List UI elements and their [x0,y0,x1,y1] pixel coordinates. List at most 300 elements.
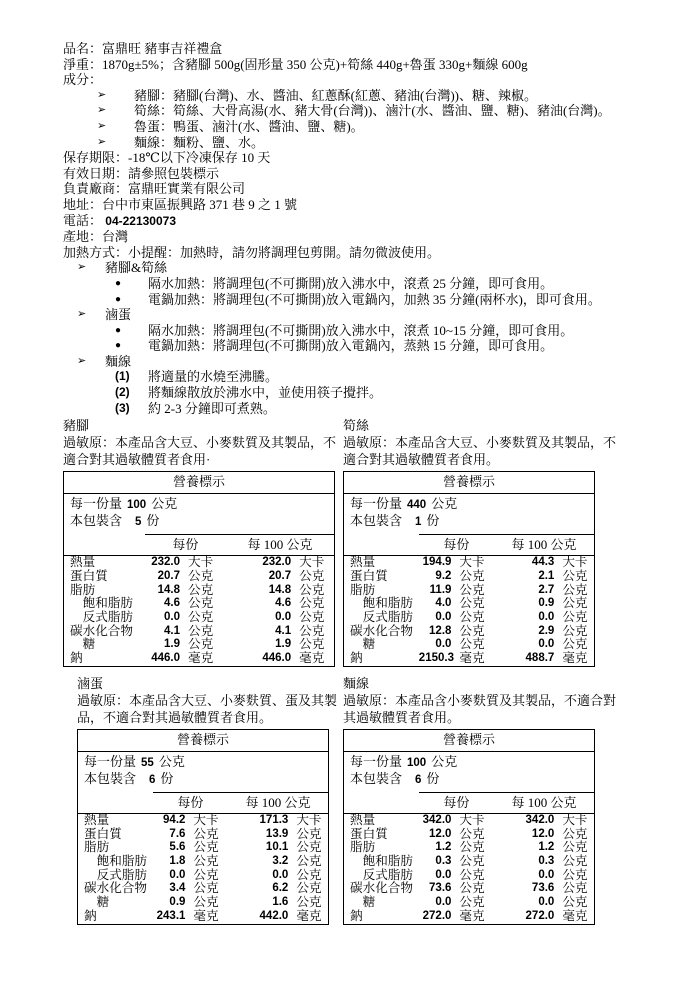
per-100g-unit: 公克 [299,582,325,597]
arrow-bullet-icon: ➢ [77,308,87,321]
heating-instruction-item [63,338,640,354]
expiry-date-value: 請參照包裝標示 [128,165,220,181]
nutrient-name: 反式脂肪 [350,610,413,625]
per-serving-unit: 公克 [193,840,219,855]
per-100g-unit: 大卡 [562,812,588,827]
expiry-date-line [63,166,640,182]
per-serving-value: 4.0 [435,597,452,610]
per-100g-unit: 公克 [299,596,325,611]
per-serving-unit: 公克 [188,582,214,597]
per-serving-value: 12.8 [429,624,452,637]
nutrition-row [78,882,329,896]
heating-group-name: 滷蛋 [105,307,132,323]
expiry-date-label: 有效日期： [63,165,129,181]
nutrient-name: 熱量 [350,555,376,570]
heating-group-braised-egg [63,307,640,354]
nutrient-name: 脂肪 [84,840,110,855]
ingredients-heading [63,72,640,88]
per-100g-value: 44.3 [531,556,555,569]
per-serving-unit: 公克 [193,853,219,868]
arrow-bullet-icon: ➢ [77,261,87,274]
per-100g-unit: 毫克 [299,651,325,666]
nutrition-table [343,729,595,925]
manufacturer-line [63,181,640,197]
per-100g-value: 488.7 [525,652,555,665]
per-serving-value: 0.9 [169,896,186,909]
per-serving-value: 0.0 [435,638,452,651]
per-100g-value: 0.9 [538,597,555,610]
per-serving-unit: 毫克 [188,651,214,666]
nutrition-row [78,896,329,910]
per-serving-unit: 公克 [459,881,485,896]
nutrition-block-bamboo-shoots [343,418,620,667]
per-serving-value: 272.0 [422,909,452,922]
nutrient-name: 碳水化合物 [84,881,147,896]
per-serving-unit: 公克 [459,867,485,882]
origin-line [63,229,640,245]
serving-count-row [350,513,588,530]
heating-instruction-text: 電鍋加熱：將調理包(不可撕開)放入電鍋內，蒸熱 15 分鐘，即可食用。 [148,338,554,354]
ingredient-item [63,119,640,135]
nutrition-row [64,652,335,666]
ingredient-text: 筍絲：筍絲、大骨高湯(水、豬大骨(台灣))、滷汁(水、醬油、鹽、糖)、豬油(台灣)。 [134,103,611,119]
per-serving-value: 3.4 [169,882,186,895]
nutrient-name: 鈉 [84,908,97,923]
heating-group-pork-bamboo [63,260,640,307]
serving-count-label: 本包裝含 [84,770,137,786]
per-serving-value: 0.0 [435,896,452,909]
phone-line [63,213,640,230]
per-100g-value: 0.0 [272,868,289,881]
nutrition-row [64,556,335,570]
per-100g-value: 1.6 [272,896,289,909]
per-100g-value: 0.0 [538,638,555,651]
serving-size-row [70,496,328,513]
per-serving-value: 73.6 [429,882,452,895]
per-serving-unit: 公克 [188,637,214,652]
per-100g-value: 0.0 [538,868,555,881]
serving-size-unit: 公克 [151,496,178,512]
per-serving-value: 5.6 [169,841,186,854]
allergen-note: 過敏原：本產品含大豆、小麥麩質及其製品，不適合對其過敏體質者食用。 [343,435,617,468]
per-100g-unit: 公克 [296,826,322,841]
shelf-life-line [63,150,640,166]
column-header-per-100g: 每 100 公克 [226,535,334,556]
nutrition-table [63,471,335,667]
block-title: 筍絲 [343,418,370,434]
nutrition-row [344,910,595,924]
per-100g-unit: 公克 [562,840,588,855]
serving-count-row [350,771,588,788]
per-100g-value: 1.9 [275,638,292,651]
per-100g-value: 0.0 [275,611,292,624]
serving-count-label: 本包裝含 [70,513,123,529]
ingredient-item [63,135,640,151]
nutrition-block-thin-noodles [343,676,620,925]
per-100g-unit: 公克 [562,582,588,597]
nutrient-name: 鈉 [350,908,363,923]
net-weight-line [63,57,640,73]
serving-size-value: 100 [407,756,427,769]
serving-size-row [350,496,588,513]
per-serving-unit: 公克 [459,568,485,583]
column-header-per-100g: 每 100 公克 [494,535,594,556]
per-100g-value: 4.6 [275,597,292,610]
dot-bullet-icon: ● [115,340,122,352]
per-100g-unit: 公克 [562,637,588,652]
serving-count-unit: 份 [160,770,174,786]
cooking-step-text: 將麵線散放於沸水中，並使用筷子攪拌。 [148,385,383,401]
per-100g-value: 1.2 [538,841,555,854]
product-name-line [63,41,640,57]
per-100g-value: 10.1 [265,841,289,854]
nutrient-name: 熱量 [350,812,376,827]
nutrition-row [78,841,329,855]
nutrient-name: 糖 [350,637,376,652]
per-serving-value: 342.0 [422,813,452,826]
column-header-per-serving: 每份 [419,792,494,813]
ingredients-list [63,88,640,150]
allergen-note: 過敏原：本產品含大豆、小麥麩質、蛋及其製品，不適合對其過敏體質者食用。 [77,692,338,725]
per-100g-value: 73.6 [531,882,555,895]
nutrition-row [64,570,335,584]
heating-method-label: 加熱方式： [63,244,129,260]
serving-count-row [70,513,328,530]
serving-count-label: 本包裝含 [350,770,403,786]
per-serving-unit: 公克 [459,637,485,652]
per-serving-unit: 毫克 [459,908,485,923]
nutrition-row [78,855,329,869]
per-serving-value: 1.8 [169,854,186,867]
per-serving-unit: 公克 [459,610,485,625]
per-serving-unit: 公克 [188,596,214,611]
serving-size-label: 每一份量 [70,496,123,512]
per-100g-value: 3.2 [272,854,289,867]
per-serving-value: 94.2 [163,813,186,826]
column-header-spacer [64,535,145,556]
nutrient-name: 熱量 [70,555,96,570]
heating-group-name: 麵線 [105,353,132,369]
nutrient-name: 碳水化合物 [350,623,413,638]
per-serving-unit: 公克 [459,895,485,910]
nutrition-row [78,828,329,842]
nutrition-table [77,729,329,925]
per-100g-value: 0.3 [538,854,555,867]
per-100g-value: 12.0 [531,827,555,840]
per-serving-value: 0.0 [164,611,181,624]
per-100g-unit: 公克 [562,568,588,583]
nutrition-table-title: 營養標示 [344,472,595,494]
per-serving-unit: 大卡 [459,555,485,570]
serving-size-unit: 公克 [431,753,458,769]
per-100g-unit: 公克 [296,840,322,855]
per-100g-value: 232.0 [262,556,292,569]
per-serving-unit: 公克 [459,623,485,638]
per-100g-unit: 毫克 [562,908,588,923]
nutrition-section [63,418,640,924]
nutrition-row [344,841,595,855]
per-100g-unit: 公克 [562,596,588,611]
nutrient-name: 飽和脂肪 [350,596,413,611]
nutrient-name: 反式脂肪 [84,867,147,882]
serving-count-value: 1 [415,516,422,529]
per-100g-unit: 公克 [562,881,588,896]
column-header-spacer [344,535,419,556]
per-serving-value: 9.2 [435,569,452,582]
nutrient-name: 熱量 [84,812,110,827]
per-100g-value: 13.9 [265,827,289,840]
address-label: 地址： [63,196,103,212]
nutrition-row [64,611,335,625]
per-serving-unit: 公克 [459,826,485,841]
nutrient-name: 飽和脂肪 [350,853,413,868]
address-value: 台中市東區振興路 371 巷 9 之 1 號 [102,196,298,212]
serving-count-value: 5 [135,516,142,529]
nutrition-block-pork-knuckle [63,418,340,667]
per-serving-value: 14.8 [157,583,181,596]
cooking-step-text: 將適量的水燒至沸騰。 [148,369,279,385]
nutrient-name: 蛋白質 [350,826,388,841]
heating-method-note: 小提醒：加熱時，請勿將調理包剪開。請勿微波使用。 [128,244,441,260]
nutrient-name: 反式脂肪 [350,867,413,882]
heating-instruction-item [63,276,640,292]
net-weight-value: 1870g±5%；含豬腳 500g(固形量 350 公克)+筍絲 440g+魯蛋 330g+麵線 600g [102,56,528,72]
per-100g-value: 171.3 [259,813,289,826]
serving-info [64,494,335,535]
cooking-step-text: 約 2-3 分鐘即可煮熟。 [148,400,276,416]
ingredient-item [63,88,640,104]
manufacturer-label: 負責廠商： [63,181,129,197]
arrow-bullet-icon: ➢ [97,104,107,117]
nutrition-row [344,813,595,827]
serving-count-value: 6 [149,773,156,786]
per-100g-unit: 公克 [296,853,322,868]
per-serving-unit: 公克 [459,582,485,597]
serving-info [78,751,329,792]
heating-instruction-item [63,292,640,308]
per-100g-value: 0.0 [538,611,555,624]
nutrient-name: 糖 [350,895,376,910]
address-line [63,197,640,213]
per-100g-unit: 大卡 [299,555,325,570]
per-serving-value: 7.6 [169,827,186,840]
serving-count-row [84,771,322,788]
column-header-spacer [344,792,419,813]
nutrient-name: 脂肪 [350,582,376,597]
nutrient-name: 脂肪 [70,582,96,597]
column-header-per-serving: 每份 [419,535,494,556]
nutrition-table-title: 營養標示 [344,729,595,751]
per-100g-unit: 公克 [296,881,322,896]
nutrient-name: 蛋白質 [84,826,122,841]
arrow-bullet-icon: ➢ [97,88,107,101]
per-100g-value: 2.9 [538,624,555,637]
per-100g-value: 2.7 [538,583,555,596]
per-serving-value: 12.0 [429,827,452,840]
nutrient-name: 蛋白質 [70,568,108,583]
serving-info [344,751,595,792]
per-serving-value: 4.1 [164,624,181,637]
heating-group-title [63,260,640,276]
dot-bullet-icon: ● [115,293,122,305]
nutrient-name: 糖 [84,895,110,910]
per-100g-unit: 公克 [562,867,588,882]
block-title: 滷蛋 [77,675,104,691]
column-header-per-100g: 每 100 公克 [494,792,594,813]
per-100g-unit: 公克 [562,853,588,868]
serving-size-unit: 公克 [431,496,458,512]
nutrient-name: 鈉 [350,651,363,666]
block-title: 豬腳 [63,418,90,434]
ingredient-text: 豬腳：豬腳(台灣)、水、醬油、紅蔥酥(紅蔥、豬油(台灣))、糖、辣椒。 [134,87,537,103]
heating-method-line [63,245,640,261]
nutrition-table [343,471,595,667]
nutrient-name: 糖 [70,637,96,652]
per-100g-unit: 公克 [562,623,588,638]
serving-size-value: 440 [407,499,427,512]
column-header-spacer [78,792,153,813]
arrow-bullet-icon: ➢ [77,354,87,367]
per-serving-value: 11.9 [429,583,452,596]
serving-count-label: 本包裝含 [350,513,403,529]
per-serving-value: 1.9 [164,638,181,651]
nutrition-row [344,828,595,842]
origin-label: 產地： [63,229,103,245]
nutrition-row [344,625,595,639]
serving-size-label: 每一份量 [350,496,403,512]
shelf-life-label: 保存期限： [63,150,129,166]
product-name-label: 品名： [63,41,103,56]
serving-size-value: 55 [141,756,154,769]
origin-value: 台灣 [102,229,129,245]
step-number: (1) [115,369,130,384]
manufacturer-value: 富鼎旺實業有限公司 [128,181,246,197]
heating-group-name: 豬腳&筍絲 [105,260,168,276]
per-serving-value: 0.0 [435,868,452,881]
per-serving-value: 0.0 [169,868,186,881]
heating-instruction-text: 隔水加熱：將調理包(不可撕開)放入沸水中，滾煮 10~15 分鐘，即可食用。 [148,322,574,338]
per-100g-unit: 大卡 [296,812,322,827]
product-name-value: 富鼎旺 豬事吉祥禮盒 [102,41,223,56]
per-serving-unit: 公克 [193,867,219,882]
per-100g-unit: 公克 [296,867,322,882]
per-serving-unit: 公克 [193,826,219,841]
nutrient-name: 碳水化合物 [350,881,413,896]
nutrient-name: 反式脂肪 [70,610,133,625]
per-serving-value: 4.6 [164,597,181,610]
nutrition-row [344,896,595,910]
nutrition-block-braised-egg [63,676,340,925]
per-serving-unit: 公克 [459,853,485,868]
nutrient-name: 蛋白質 [350,568,388,583]
step-number: (3) [115,400,130,415]
per-serving-value: 194.9 [422,556,452,569]
per-serving-value: 0.0 [435,611,452,624]
per-100g-unit: 公克 [562,895,588,910]
arrow-bullet-icon: ➢ [97,119,107,132]
per-serving-unit: 公克 [459,840,485,855]
ingredient-text: 魯蛋：鴨蛋、滷汁(水、醬油、鹽、糖)。 [134,118,364,134]
shelf-life-value: -18℃以下冷凍保存 10 天 [128,150,271,166]
per-serving-unit: 公克 [188,623,214,638]
allergen-note: 過敏原：本產品含小麥麩質及其製品，不適合對其過敏體質者食用。 [343,692,617,725]
step-number: (2) [115,385,130,400]
nutrition-row [344,611,595,625]
per-serving-unit: 大卡 [193,812,219,827]
per-100g-value: 272.0 [525,909,555,922]
nutrition-row [64,597,335,611]
nutrient-name: 碳水化合物 [70,623,133,638]
serving-count-value: 6 [415,773,422,786]
per-serving-unit: 大卡 [188,555,214,570]
dot-bullet-icon: ● [115,324,122,336]
allergen-note: 過敏原：本產品含大豆、小麥麩質及其製品，不適合對其過敏體質者食用· [63,435,337,468]
dot-bullet-icon: ● [115,277,122,289]
cooking-step-item [63,401,640,417]
nutrition-row [78,813,329,827]
serving-count-unit: 份 [146,513,160,529]
phone-label: 電話： [63,212,103,228]
nutrient-name: 鈉 [70,651,83,666]
serving-info [344,494,595,535]
column-header-per-serving: 每份 [145,535,226,556]
block-title: 麵線 [343,675,370,691]
per-serving-value: 232.0 [151,556,181,569]
per-100g-value: 446.0 [262,652,292,665]
per-serving-unit: 公克 [193,881,219,896]
nutrition-row [344,882,595,896]
per-serving-unit: 毫克 [193,908,219,923]
per-serving-value: 2150.3 [418,652,454,665]
heating-instruction-text: 隔水加熱：將調理包(不可撕開)放入沸水中，滾煮 25 分鐘，即可食用。 [148,275,554,291]
per-100g-unit: 大卡 [562,555,588,570]
per-100g-unit: 公克 [299,610,325,625]
ingredient-text: 麵線：麵粉、鹽、水。 [134,134,265,150]
heating-group-title [63,307,640,323]
per-serving-value: 0.3 [435,854,452,867]
per-100g-value: 20.7 [268,569,292,582]
per-100g-value: 14.8 [268,583,292,596]
per-100g-unit: 公克 [562,826,588,841]
heating-instruction-text: 電鍋加熱：將調理包(不可撕開)放入電鍋內，加熱 35 分鐘(兩杯水)，即可食用。 [148,291,601,307]
phone-value: 04-22130073 [105,213,176,228]
nutrition-row [344,597,595,611]
cooking-step-item [63,369,640,385]
per-100g-value: 0.0 [538,896,555,909]
per-100g-unit: 公克 [299,568,325,583]
serving-count-unit: 份 [426,513,440,529]
per-100g-unit: 公克 [299,637,325,652]
per-100g-value: 4.1 [275,624,292,637]
nutrition-row [344,556,595,570]
ingredients-label: 成分： [63,72,103,88]
per-serving-unit: 公克 [459,596,485,611]
per-100g-value: 2.1 [538,569,555,582]
nutrition-row [344,638,595,652]
cooking-step-item [63,385,640,401]
serving-size-label: 每一份量 [84,753,137,769]
serving-size-row [350,754,588,771]
per-100g-value: 342.0 [525,813,555,826]
per-100g-unit: 公克 [299,623,325,638]
nutrition-row [344,652,595,666]
per-serving-unit: 公克 [188,568,214,583]
ingredient-item [63,103,640,119]
per-serving-value: 243.1 [156,909,186,922]
per-serving-value: 446.0 [151,652,181,665]
per-100g-value: 442.0 [259,909,289,922]
nutrition-row [64,638,335,652]
